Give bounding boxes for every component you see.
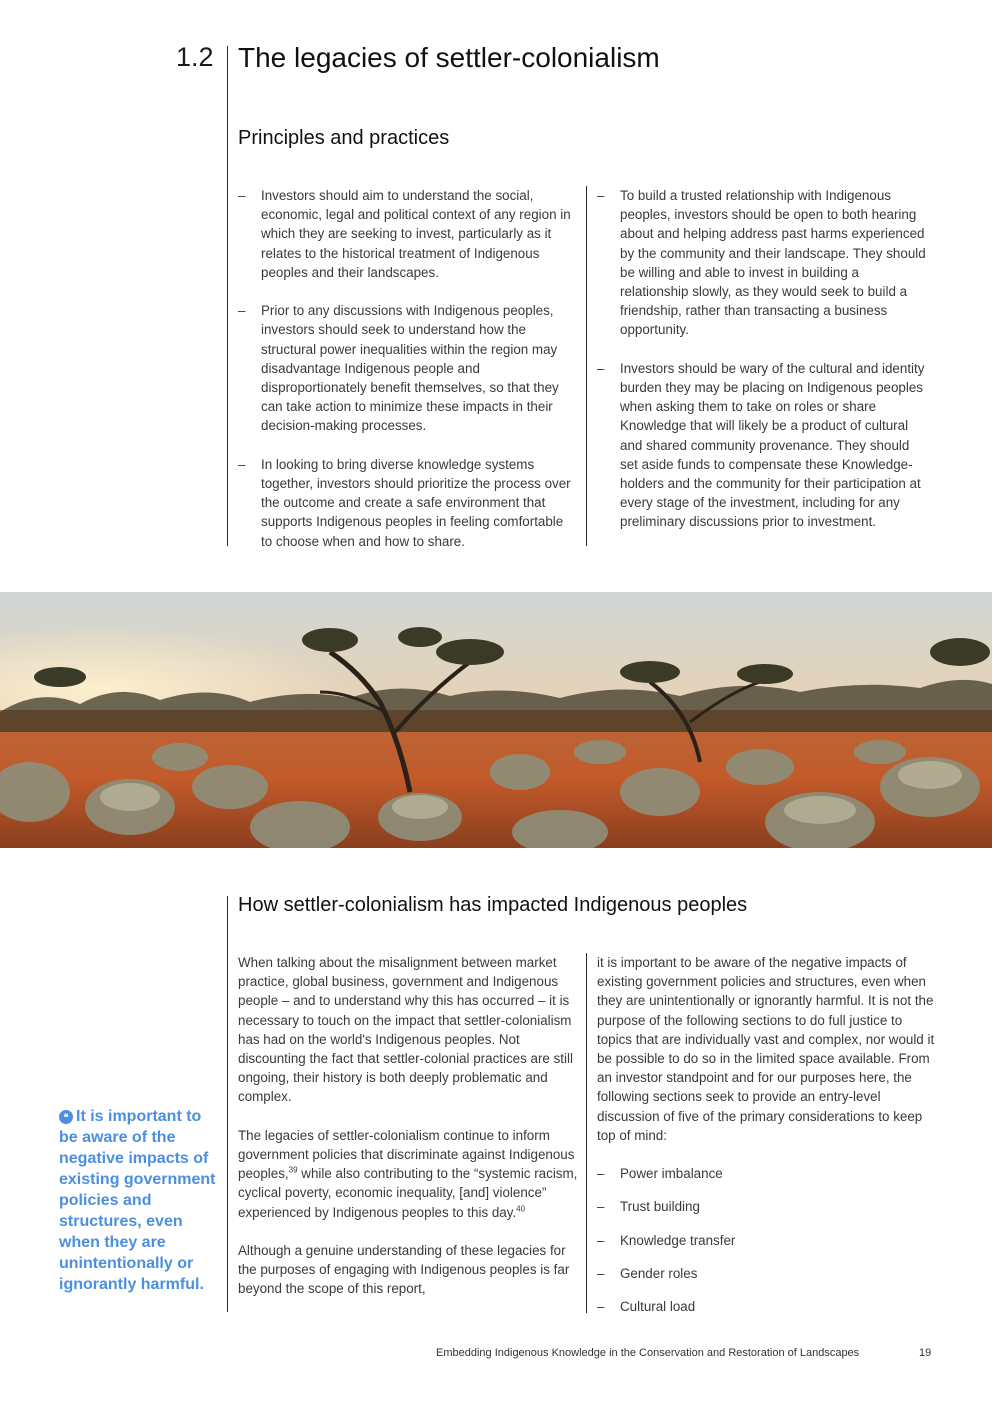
principle-item: – In looking to bring diverse knowledge systems together, investors should prioritize the process over the outcome and create a safe environment that supports Indigenous peoples in feeling comfortable to choose when and how to share. — [238, 455, 578, 551]
principle-item: – Investors should be wary of the cultural and identity burden they may be placing on Indigenous peoples when asking them to take on roles or share Knowledge that will likely be a product of cultural and shared community provenance. They should set aside funds to compensate these Knowledge-holders and the community for their participation at every stage of the investment, including for any preliminary discussions prior to investment. — [597, 359, 927, 532]
principle-item: – Investors should aim to understand the social, economic, legal and political context of any region in which they are seeking to invest, particularly as it relates to the historical treatment of Indigenous peoples and their landscapes. — [238, 186, 578, 282]
principles-heading: Principles and practices — [238, 127, 450, 149]
column-divider — [586, 953, 587, 1313]
impact-paragraph: When talking about the misalignment between market practice, global business, government and Indigenous people – and to understand why this has occurred – it is necessary to touch on the impact that settler-colonialism has had on the world's Indigenous peoples. Not discounting the fact that settler-colonial practices are still ongoing, their history is both deeply problematic and complex. — [238, 955, 573, 1105]
list-item: – Knowledge transfer — [597, 1231, 937, 1250]
list-item: – Power imbalance — [597, 1164, 937, 1183]
principles-right-column — [597, 186, 927, 532]
impact-right-column — [597, 953, 937, 1316]
principle-item: – Prior to any discussions with Indigenous peoples, investors should seek to understand how the structural power inequalities within the region may disadvantage Indigenous people and disproportionately benefit themselves, so that they can take action to minimize these impacts in their decision-making processes. — [238, 301, 578, 435]
impact-paragraph: Although a genuine understanding of these legacies for the purposes of engaging with Indigenous peoples is far beyond the scope of this report, — [238, 1243, 570, 1297]
column-divider — [586, 186, 587, 546]
footnote-ref[interactable]: 39 — [288, 1165, 298, 1175]
footer-title: Embedding Indigenous Knowledge in the Conservation and Restoration of Landscapes — [436, 1347, 860, 1359]
principle-item: – To build a trusted relationship with Indigenous peoples, investors should be open to both hearing about and helping address past harms experienced by the community and their landscape. They should be willing and able to invest in building a relationship slowly, as they would seek to build a friendship, rather than transacting a business opportunity. — [597, 186, 927, 340]
section-number: 1.2 — [176, 42, 214, 72]
footnote-ref[interactable]: 40 — [516, 1204, 526, 1214]
quote-icon: ❝ — [59, 1110, 73, 1124]
list-item: – Gender roles — [597, 1264, 937, 1283]
section-rule — [227, 46, 228, 546]
pull-quote-text: It is important to be aware of the negative impacts of existing government policies and structures, even when they are unintentionally or ignorantly harmful. — [59, 1108, 216, 1293]
impact-heading: How settler-colonialism has impacted Indigenous peoples — [238, 894, 748, 916]
list-item: – Trust building — [597, 1197, 937, 1216]
pull-quote — [59, 1106, 219, 1295]
considerations-list — [597, 1164, 937, 1316]
section-rule-lower — [227, 896, 228, 1312]
list-item: – Cultural load — [597, 1297, 937, 1316]
impact-paragraph: it is important to be aware of the negative impacts of existing government policies and structures, even when they are unintentionally or ignorantly harmful. It is not the purpose of the following sections to do full justice to topics that are individually vast and complex, nor would it be possible to do so in the limited space available. From an investor standpoint and for our purposes here, the following sections seek to provide an entry-level discussion of five of the primary considerations to keep top of mind: — [597, 955, 935, 1143]
page-title: The legacies of settler-colonialism — [238, 42, 660, 73]
impact-left-column — [238, 953, 578, 1299]
page-number: 19 — [919, 1347, 932, 1359]
principles-left-column — [238, 186, 578, 551]
outback-landscape-photo — [0, 592, 992, 848]
impact-paragraph: The legacies of settler-colonialism continue to inform government policies that discriminate against Indigenous peoples,$^{39}$ while also contributing to the “systemic racism, cyclical poverty, economic inequality, [and] violence” experienced by Indigenous peoples to this day.$^{40}$ — [238, 1127, 578, 1220]
